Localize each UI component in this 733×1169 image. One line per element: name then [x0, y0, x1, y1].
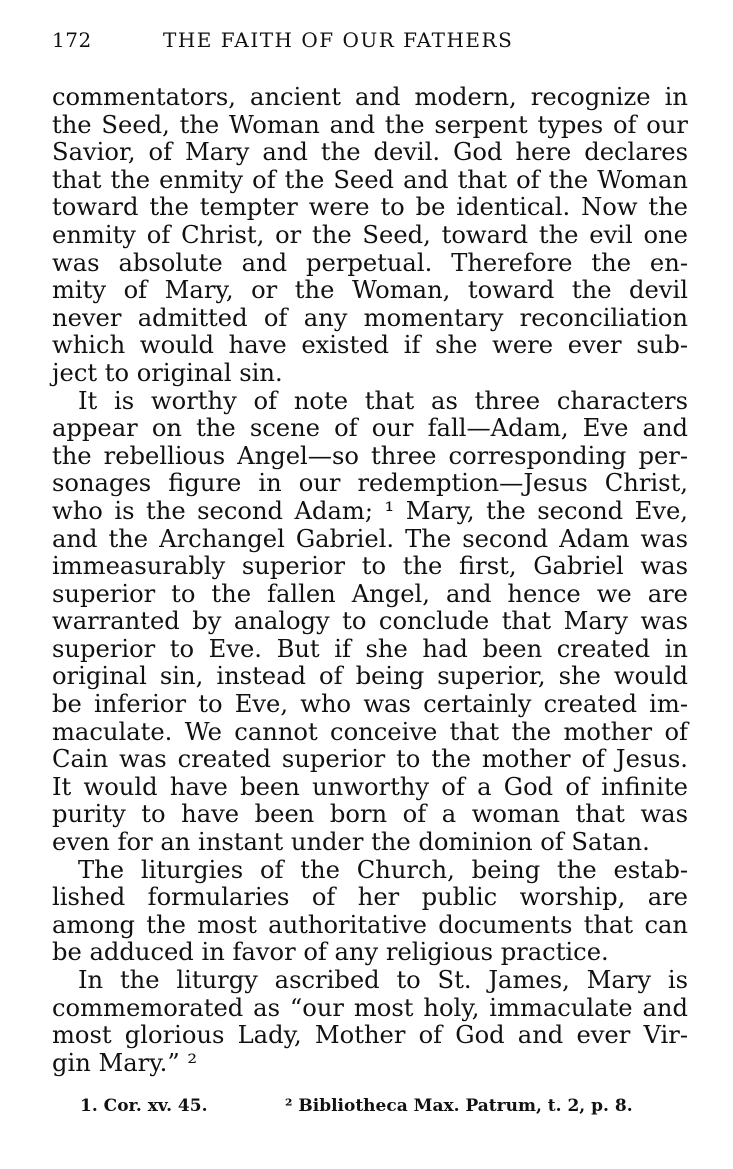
page-header [48, 28, 688, 58]
text-line: commentators, ancient and modern, recognize in [52, 83, 688, 111]
text-line: original sin, instead of being superior, she would [52, 662, 688, 691]
running-title: THE FAITH OF OUR FATHERS [163, 28, 514, 52]
text-line: purity to have been born of a woman that was [52, 800, 688, 829]
text-line: appear on the scene of our fall—Adam, Eve and [52, 414, 688, 443]
body-text [52, 84, 688, 1077]
text-line: among the most authoritative documents that can [52, 910, 688, 939]
text-line: and the Archangel Gabriel. The second Adam was [52, 524, 688, 553]
text-line: never admitted of any momentary reconciliation [52, 303, 688, 332]
footnotes [80, 1096, 680, 1120]
text-line: mity of Mary, or the Woman, toward the devil [52, 276, 688, 305]
paragraph [52, 388, 688, 857]
text-line: The liturgies of the Church, being the estab- [78, 855, 688, 884]
paragraph [52, 967, 688, 1077]
text-line: most glorious Lady, Mother of God and ever Vir- [52, 1021, 688, 1050]
text-line: immeasurably superior to the first, Gabriel was [52, 552, 688, 581]
text-line: was absolute and perpetual. Therefore the en- [52, 248, 688, 277]
text-line: which would have existed if she were ever sub- [52, 331, 688, 360]
text-line: even for an instant under the dominion of Satan. [52, 828, 650, 857]
text-line: the rebellious Angel—so three corresponding per- [52, 441, 688, 470]
text-line: warranted by analogy to conclude that Mary was [52, 607, 688, 636]
text-line: enmity of Christ, or the Seed, toward the evil one [52, 220, 688, 249]
footnote-1: 1. Cor. xv. 45. [80, 1096, 208, 1116]
text-line: gin Mary.” ² [52, 1048, 198, 1077]
page-number: 172 [52, 28, 92, 52]
text-line: who is the second Adam; ¹ Mary, the second Eve, [52, 496, 688, 525]
text-line: maculate. We cannot conceive that the mother of [52, 717, 688, 746]
text-line: ject to original sin. [52, 358, 283, 387]
paragraph [52, 857, 688, 967]
text-line: the Seed, the Woman and the serpent types of our [52, 110, 688, 139]
paragraph [52, 84, 688, 388]
text-line: In the liturgy ascribed to St. James, Mary is [78, 966, 688, 994]
text-line: Cain was created superior to the mother of Jesus. [52, 745, 688, 774]
text-line: superior to the fallen Angel, and hence we are [52, 579, 688, 608]
text-line: that the enmity of the Seed and that of the Woman [52, 165, 688, 194]
text-line: be adduced in favor of any religious practice. [52, 938, 609, 967]
text-line: It is worthy of note that as three characters [78, 386, 688, 415]
text-line: It would have been unworthy of a God of infinite [52, 772, 688, 801]
text-line: superior to Eve. But if she had been created in [52, 634, 688, 663]
footnote-2: ² Bibliotheca Max. Patrum, t. 2, p. 8. [285, 1096, 633, 1116]
text-line: toward the tempter were to be identical. Now the [52, 193, 688, 222]
text-line: sonages figure in our redemption—Jesus Christ, [52, 469, 688, 498]
text-line: be inferior to Eve, who was certainly created im- [52, 690, 688, 719]
text-line: commemorated as “our most holy, immaculate and [52, 993, 688, 1022]
text-line: Savior, of Mary and the devil. God here declares [52, 138, 688, 167]
text-line: lished formularies of her public worship, are [52, 883, 688, 912]
